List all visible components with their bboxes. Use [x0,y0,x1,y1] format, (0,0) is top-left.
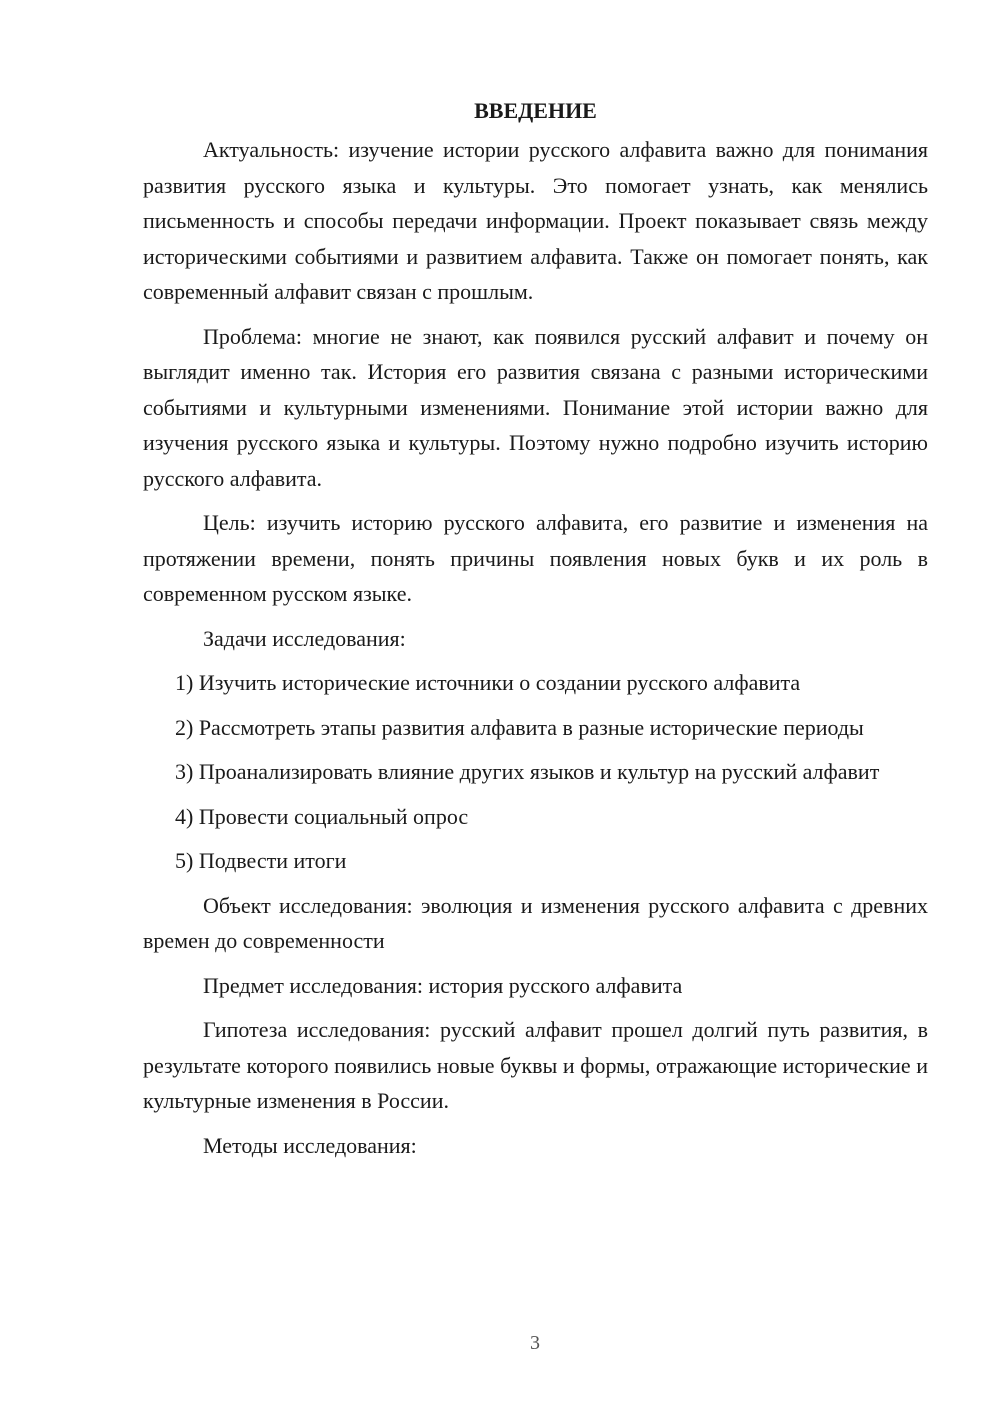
subject-paragraph: Предмет исследования: история русского алфавита [203,972,683,998]
task-item-5: 5) Подвести итоги [175,848,347,873]
relevance-paragraph: Актуальность: изучение истории русского алфавита важно для понимания развития русского языка и культуры. Это помогает узнать, как менялись письменность и способы передачи информации. Проект показывает связь между историческими событиями и развитием алфавита. Также он помогает понять, как современный алфавит связан с прошлым. [143,137,928,304]
task-item-1: 1) Изучить исторические источники о создании русского алфавита [175,670,801,695]
object-paragraph: Объект исследования: эволюция и изменения русского алфавита с древних времен до современности [143,892,928,953]
hypothesis-paragraph: Гипотеза исследования: русский алфавит прошел долгий путь развития, в результате которого появились новые буквы и формы, отражающие исторические и культурные изменения в России. [143,1017,928,1113]
document-page [143,90,928,1320]
task-item-2: 2) Рассмотреть этапы развития алфавита в разные исторические периоды [175,714,864,740]
task-item-4: 4) Провести социальный опрос [175,803,469,829]
methods-heading: Методы исследования: [203,1132,417,1158]
section-title: ВВЕДЕНИЕ [474,98,597,123]
goal-paragraph: Цель: изучить историю русского алфавита, его развитие и изменения на протяжении времени, понять причины появления новых букв и их роль в современном русском языке. [143,510,928,606]
problem-paragraph: Проблема: многие не знают, как появился русский алфавит и почему он выглядит именно так. История его развития связана с разными историческими событиями и культурными изменениями. Понимание этой истории важно для изучения русского языка и культуры. Поэтому нужно подробно изучить историю русского алфавита. [143,323,928,491]
tasks-heading: Задачи исследования: [203,625,406,651]
page-number: 3 [530,1332,540,1354]
task-item-3: 3) Проанализировать влияние других языков и культур на русский алфавит [175,759,880,784]
